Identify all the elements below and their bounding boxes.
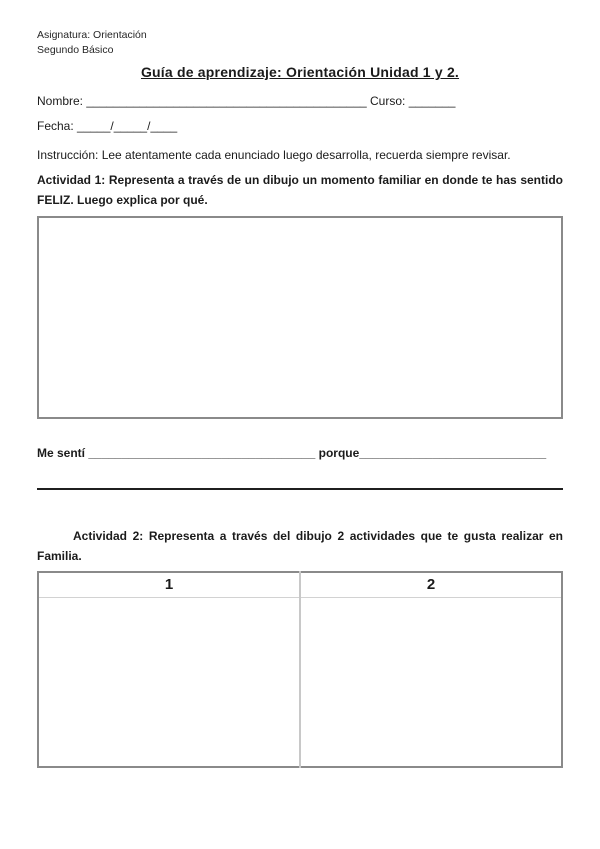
response-prefix: Me sentí bbox=[37, 446, 86, 460]
subject-line: Asignatura: Orientación bbox=[37, 29, 147, 41]
instruction-text: Instrucción: Lee atentamente cada enunciado luego desarrolla, recuerda siempre revisar. bbox=[37, 148, 511, 162]
name-course-line bbox=[37, 93, 563, 109]
date-label: Fecha: bbox=[37, 119, 74, 133]
drawing-cell-2[interactable] bbox=[300, 597, 562, 767]
course-label: Curso: bbox=[370, 94, 406, 108]
drawing-cell-1[interactable] bbox=[38, 597, 300, 767]
table-header-row bbox=[38, 572, 562, 597]
response-writing-line[interactable] bbox=[37, 488, 563, 490]
header-meta bbox=[37, 28, 563, 58]
response-connector: porque bbox=[318, 446, 360, 460]
response-blank-2[interactable]: ____________________________ bbox=[359, 446, 547, 460]
column-header-2: 2 bbox=[300, 572, 562, 597]
grade-line: Segundo Básico bbox=[37, 44, 114, 56]
table-body-row bbox=[38, 597, 562, 767]
response-blank-1[interactable]: __________________________________ bbox=[88, 446, 316, 460]
column-header-1: 1 bbox=[38, 572, 300, 597]
name-blank[interactable]: __________________________________________ bbox=[86, 94, 367, 108]
course-blank[interactable]: _______ bbox=[408, 94, 456, 108]
activity1-drawing-box[interactable] bbox=[37, 216, 563, 419]
page-title: Guía de aprendizaje: Orientación Unidad 1 y 2. bbox=[140, 64, 460, 80]
activities-table bbox=[37, 571, 563, 768]
date-line bbox=[37, 118, 563, 134]
activity1-response-line bbox=[37, 445, 563, 461]
name-label: Nombre: bbox=[37, 94, 84, 108]
activity2-prompt: Actividad 2: Representa a través del dibujo 2 actividades que te gusta realizar en Familia. bbox=[37, 529, 563, 563]
activity1-prompt: Actividad 1: Representa a través de un dibujo un momento familiar en donde te has sentido FELIZ. Luego explica por qué. bbox=[37, 173, 563, 207]
date-blank[interactable]: _____/_____/____ bbox=[77, 119, 178, 133]
